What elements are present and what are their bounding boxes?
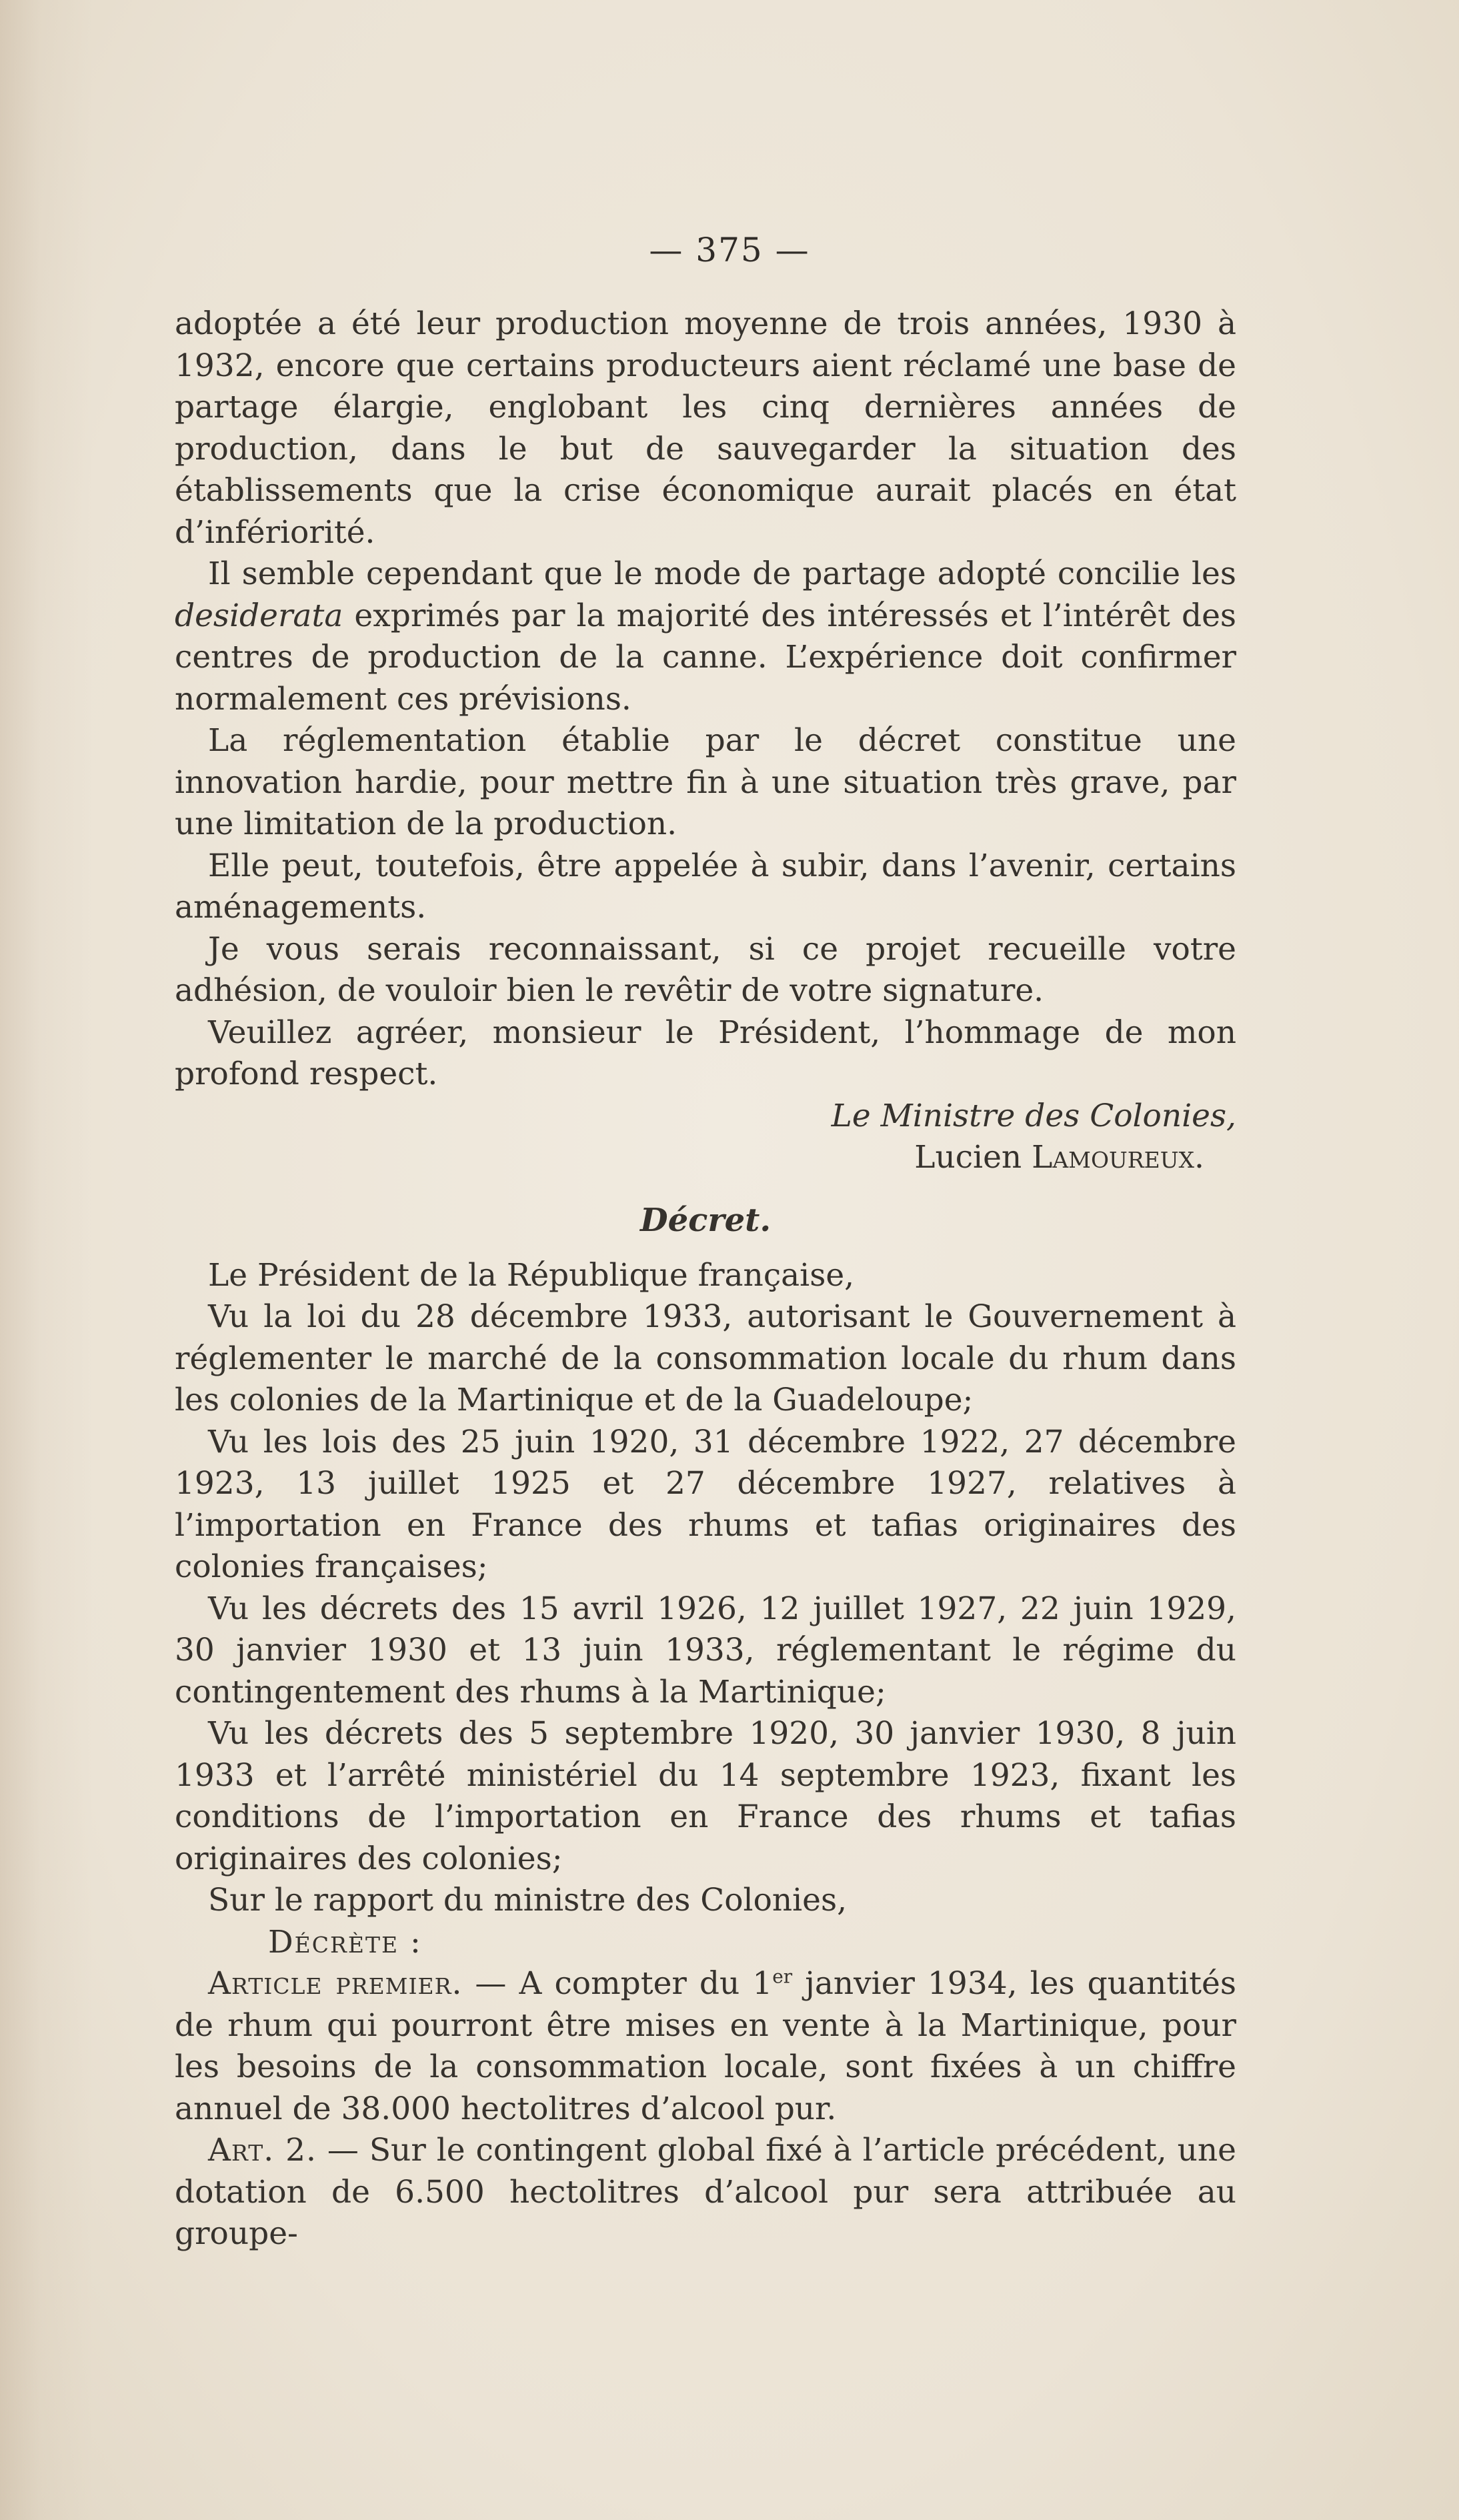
article-2-label: Art. 2. (208, 2132, 317, 2169)
article-1 (175, 1963, 1236, 2130)
italic-term: desiderata (175, 597, 343, 634)
superscript: er (772, 1965, 793, 1988)
paragraph: Elle peut, toutefois, être appelée à subir, dans l’avenir, certains aménagements. (175, 847, 1236, 926)
decree-vu: Vu les décrets des 5 septembre 1920, 30 janvier 1930, 8 juin 1933 et l’arrêté ministériel du 14 septembre 1923, fixant les conditions de l’importation en France des rhums et tafias originaires des colonies; (175, 1715, 1236, 1877)
page-number: — 375 — (649, 231, 810, 269)
signature-first-name: Lucien (914, 1139, 1022, 1176)
decree-preamble: Le Président de la République française, (208, 1256, 855, 1294)
decree-vu: Vu les lois des 25 juin 1920, 31 décembre 1922, 27 décembre 1923, 13 juillet 1925 et 27 décembre 1927, relatives à l’importation en France des rhums et tafias originaires des colonies françaises; (175, 1423, 1236, 1585)
paragraph: Veuillez agréer, monsieur le Président, l’hommage de mon profond respect. (175, 1014, 1236, 1092)
paragraph: La réglementation établie par le décret constitue une innovation hardie, pour mettre fin à une situation très grave, par une limitation de la production. (175, 722, 1236, 842)
text-run: exprimés par la majorité des intéressés et l’intérêt des centres de production de la canne. L’expérience doit confirmer normalement ces prévisions. (175, 597, 1236, 718)
text-run: — Sur le contingent global fixé à l’article précédent, une dotation de 6.500 hectolitres d’alcool pur sera attribuée au groupe- (175, 2132, 1236, 2252)
signature-block (175, 1096, 1236, 1179)
text-run: Il semble cependant que le mode de partage adopté concilie les (208, 555, 1236, 592)
signature-name (175, 1137, 1236, 1179)
text-run: janvier 1934, les quantités de rhum qui pourront être mises en vente à la Martinique, pour les besoins de la consommation locale, sont fixées à un chiffre annuel de 38.000 hectolitres d’alcool pur. (175, 1965, 1236, 2127)
paragraph (175, 553, 1236, 720)
article-1-label: Article premier. (208, 1965, 463, 2002)
paragraph: Je vous serais reconnaissant, si ce projet recueille votre adhésion, de vouloir bien le revêtir de votre signature. (175, 930, 1236, 1009)
paragraph: adoptée a été leur production moyenne de trois années, 1930 à 1932, encore que certains producteurs aient réclamé une base de partage élargie, englobant les cinq dernières années de production, dans le but de sauvegarder la situation des établissements que la crise économique aurait placés en état d’infériorité. (175, 305, 1236, 551)
decree-decrete: Décrète : (268, 1923, 422, 1961)
decree-rapport: Sur le rapport du ministre des Colonies, (208, 1882, 848, 1919)
decree-vu: Vu les décrets des 15 avril 1926, 12 juillet 1927, 22 juin 1929, 30 janvier 1930 et 13 juin 1933, réglementant le régime du contingentement des rhums à la Martinique; (175, 1590, 1236, 1710)
text-run: — A compter du 1 (462, 1965, 773, 2002)
body-text (175, 303, 1236, 2255)
article-2 (175, 2130, 1236, 2255)
decree-heading: Décret. (639, 1201, 772, 1239)
signature-last-name: Lamoureux. (1032, 1139, 1204, 1176)
signature-title: Le Ministre des Colonies, (831, 1097, 1236, 1134)
decree-vu: Vu la loi du 28 décembre 1933, autorisant le Gouvernement à réglementer le marché de la consommation locale du rhum dans les colonies de la Martinique et de la Guadeloupe; (175, 1298, 1236, 1418)
